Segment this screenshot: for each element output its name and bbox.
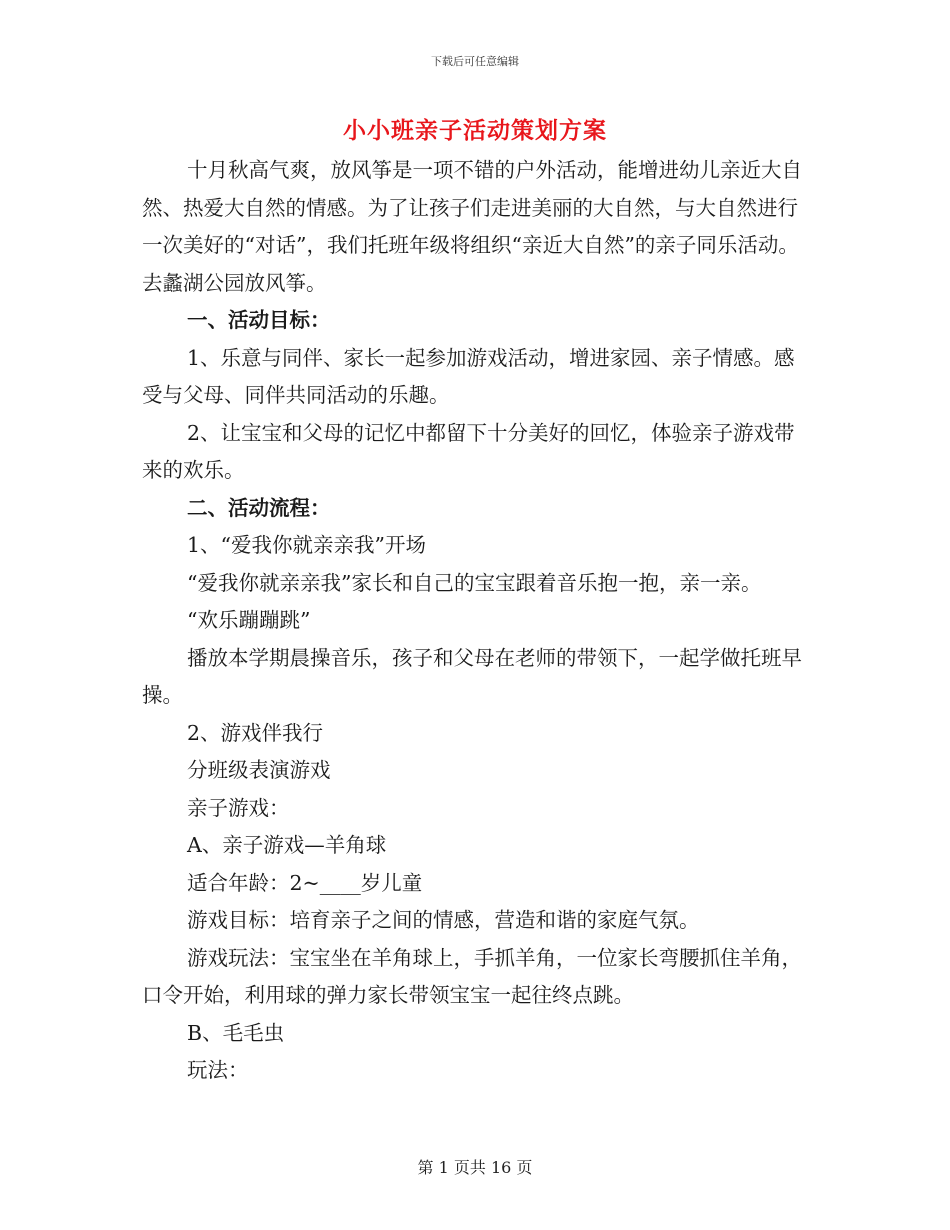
document-title: 小小班亲子活动策划方案: [343, 117, 607, 144]
process-item-1: 1、“爱我你就亲亲我”开场: [187, 533, 427, 557]
document-body: [142, 152, 810, 1090]
game-a-title: A、亲子游戏—羊角球: [187, 833, 387, 857]
process-jump-desc: 播放本学期晨操音乐，孩子和父母在老师的带领下，一起学做托班早操。: [142, 645, 802, 707]
section-heading-goals: 一、活动目标：: [187, 308, 331, 332]
game-a-rules: 游戏玩法：宝宝坐在羊角球上，手抓羊角，一位家长弯腰抓住羊角，口令开始，利用球的弹力家长带领宝宝一起往终点跳。: [142, 945, 802, 1007]
goal-item-1: 1、乐意与同伴、家长一起参加游戏活动，增进家园、亲子情感。感受与父母、同伴共同活动的乐趣。: [142, 345, 795, 407]
game-a-age: 适合年龄：2~____岁儿童: [187, 870, 423, 895]
intro-paragraph: 十月秋高气爽，放风筝是一项不错的户外活动，能增进幼儿亲近大自然、热爱大自然的情感。为了让孩子们走进美丽的大自然，与大自然进行一次美好的“对话”，我们托班年级将组织“亲近大自然”的亲子同乐活动。去蠡湖公园放风筝。: [142, 158, 802, 295]
goal-item-2: 2、让宝宝和父母的记忆中都留下十分美好的回忆，体验亲子游戏带来的欢乐。: [142, 420, 795, 482]
game-b-title: B、毛毛虫: [187, 1020, 285, 1045]
game-b-rules-label: 玩法：: [187, 1058, 249, 1082]
header-note: 下载后可任意编辑: [431, 55, 519, 68]
process-item-1-desc: “爱我你就亲亲我”家长和自己的宝宝跟着音乐抱一抱，亲一亲。: [187, 570, 762, 595]
process-subtitle-jump: “欢乐蹦蹦跳”: [187, 608, 311, 632]
process-item-2: 2、游戏伴我行: [187, 720, 324, 745]
section-heading-process: 二、活动流程：: [187, 495, 331, 520]
class-performance: 分班级表演游戏: [187, 758, 331, 782]
parent-child-games-label: 亲子游戏：: [187, 795, 290, 820]
game-a-goal: 游戏目标：培育亲子之间的情感，营造和谐的家庭气氛。: [187, 908, 700, 932]
page-footer: 第 1 页共 16 页: [417, 1158, 533, 1177]
